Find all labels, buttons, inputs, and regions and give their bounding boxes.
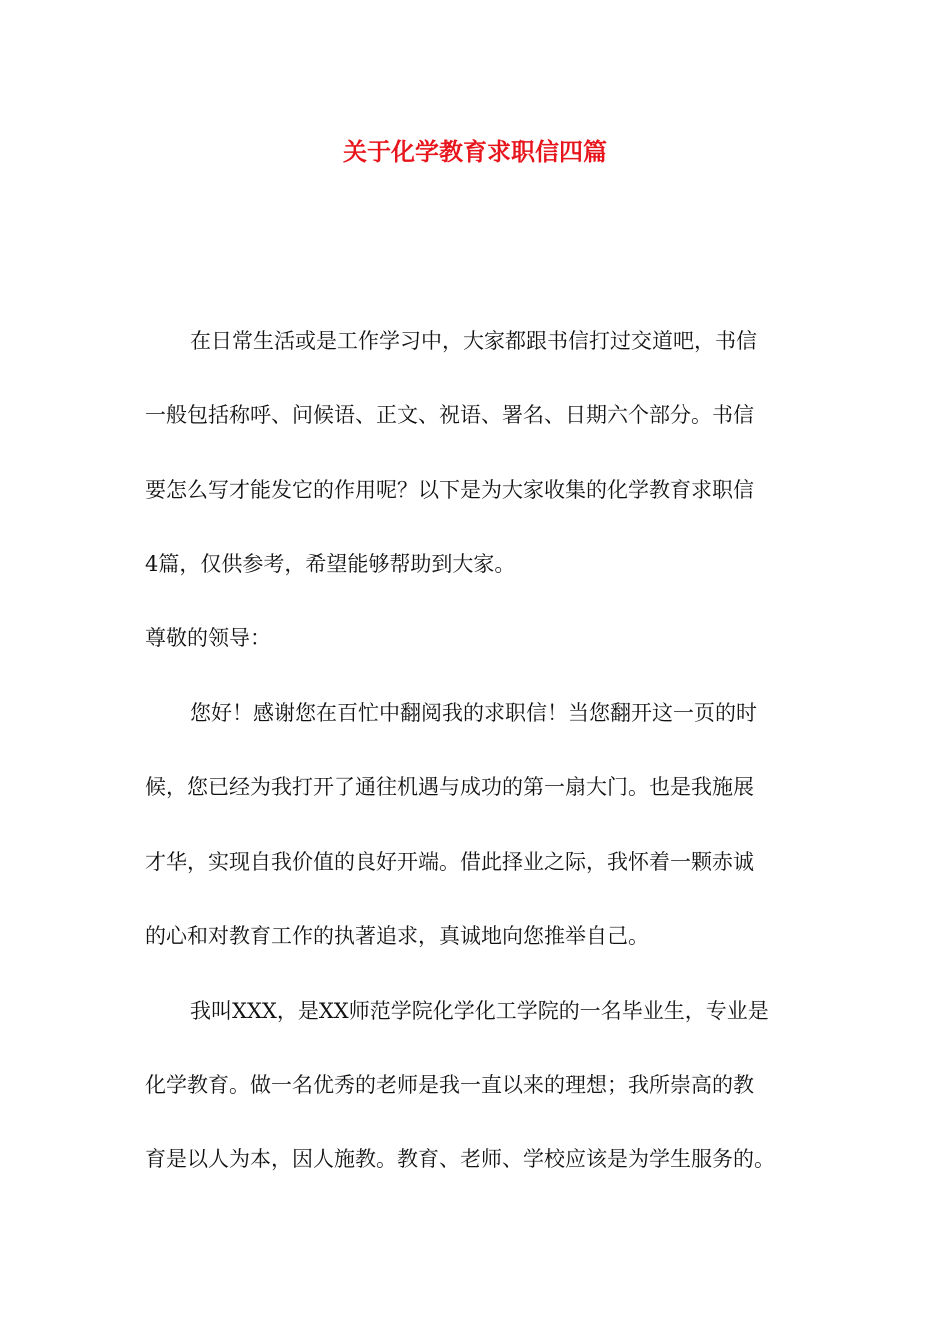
salutation: 尊敬的领导： xyxy=(145,626,271,650)
paragraph-line: 您好！感谢您在百忙中翻阅我的求职信！当您翻开这一页的时 xyxy=(190,701,757,725)
paragraph-line: 的心和对教育工作的执著追求，真诚地向您推举自己。 xyxy=(145,924,649,948)
paragraph-line: 一般包括称呼、问候语、正文、祝语、署名、日期六个部分。书信 xyxy=(145,403,754,427)
paragraph-line: 才华，实现自我价值的良好开端。借此择业之际，我怀着一颗赤诚 xyxy=(145,850,754,874)
paragraph-line: 育是以人为本，因人施教。教育、老师、学校应该是为学生服务的。 xyxy=(145,1147,775,1171)
paragraph-line: 我叫XXX，是XX师范学院化学化工学院的一名毕业生，专业是 xyxy=(190,999,769,1023)
paragraph-line: 要怎么写才能发它的作用呢？以下是为大家收集的化学教育求职信 xyxy=(145,478,754,502)
document-title: 关于化学教育求职信四篇 xyxy=(343,138,607,166)
paragraph-line: 化学教育。做一名优秀的老师是我一直以来的理想；我所崇高的教 xyxy=(145,1073,754,1097)
paragraph-line: 在日常生活或是工作学习中，大家都跟书信打过交道吧，书信 xyxy=(190,329,757,353)
paragraph-line: 候，您已经为我打开了通往机遇与成功的第一扇大门。也是我施展 xyxy=(145,775,754,799)
paragraph-line: 4篇，仅供参考，希望能够帮助到大家。 xyxy=(145,552,516,576)
